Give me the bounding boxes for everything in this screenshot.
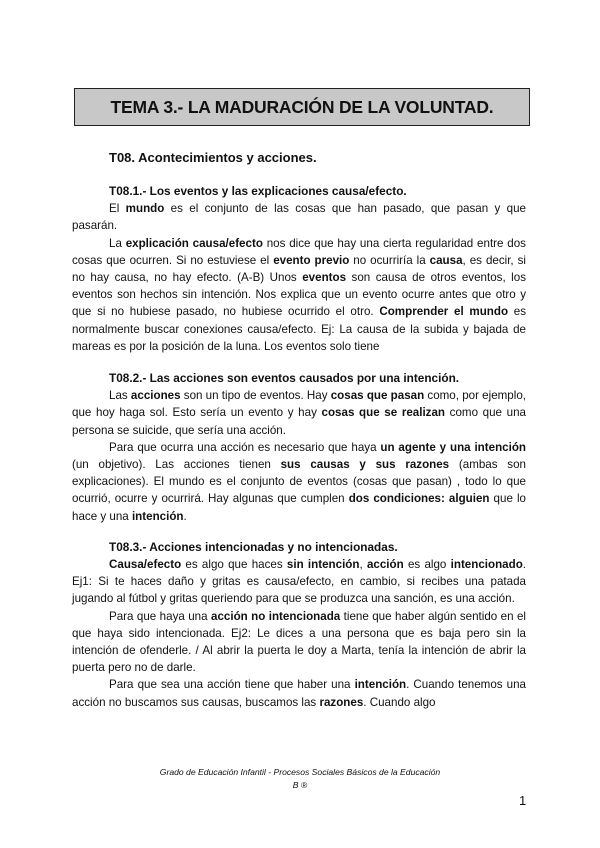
paragraph: Para que ocurra una acción es necesario que haya un agente y una intención (un objetivo). Las acciones tienen sus causas y sus razones (ambas son explicaciones). El mundo es el conjunto de eventos (cosas que pasan) , todo lo que ocurrió, ocurre y ocurrirá. Hay algunas que cumplen dos condiciones: alguien que lo hace y una intención. xyxy=(72,440,526,523)
footer-mark: B ® xyxy=(292,780,308,790)
document-body xyxy=(72,183,526,711)
subsection-heading-2: T08.2.- Las acciones son eventos causados por una intención. xyxy=(109,371,460,386)
section-title: T08. Acontecimientos y acciones. xyxy=(109,150,317,165)
paragraph: La explicación causa/efecto nos dice que hay una cierta regularidad entre dos cosas que ocurren. Si no estuviese el evento previo no ocurriría la causa, es decir, si no hay causa, no hay efecto. (A-B) Unos eventos son causa de otros eventos, los eventos son hechos sin intención. Nos explica que un evento ocurre antes que otro y que si no hubiese pasado, no hubiese ocurrido el otro. Comprender el mundo es normalmente buscar conexiones causa/efecto. Ej: La causa de la subida y bajada de mareas es por la posición de la luna. Los eventos solo tiene xyxy=(72,236,526,353)
paragraph: Las acciones son un tipo de eventos. Hay cosas que pasan como, por ejemplo, que hoy haga sol. Esto sería un evento y hay cosas que se realizan como que una persona se suicide, que sería una acción. xyxy=(72,389,526,437)
paragraph: Para que haya una acción no intencionada tiene que haber algún sentido en el que haya sido intencionada. Ej2: Le dices a una persona que es baja pero sin la intención de ofenderle. / Al abrir la puerta le doy a Marta, tenía la intención de abrir la puerta pero no de darle. xyxy=(72,609,527,675)
paragraph: Para que sea una acción tiene que haber una intención. Cuando tenemos una acción no buscamos sus causas, buscamos las razones. Cuando algo xyxy=(72,678,526,709)
subsection-heading-3: T08.3.- Acciones intencionadas y no intencionadas. xyxy=(109,539,398,554)
paragraph: El mundo es el conjunto de las cosas que han pasado, que pasan y que pasarán. xyxy=(72,202,527,233)
document-title: TEMA 3.- LA MADURACIÓN DE LA VOLUNTAD. xyxy=(110,96,494,117)
title-box xyxy=(74,88,530,126)
subsection-heading-1: T08.1.- Los eventos y las explicaciones causa/efecto. xyxy=(109,184,407,198)
page-number: 1 xyxy=(519,793,527,808)
paragraph: Causa/efecto es algo que haces sin intención, acción es algo intencionado. Ej1: Si te haces daño y gritas es causa/efecto, en cambio, si recibes una patada jugando al fútbol y gritas queriendo para que se produzca una sanción, es una acción. xyxy=(72,558,527,606)
footer-course: Grado de Educación Infantil - Procesos Sociales Básicos de la Educación xyxy=(159,767,441,777)
